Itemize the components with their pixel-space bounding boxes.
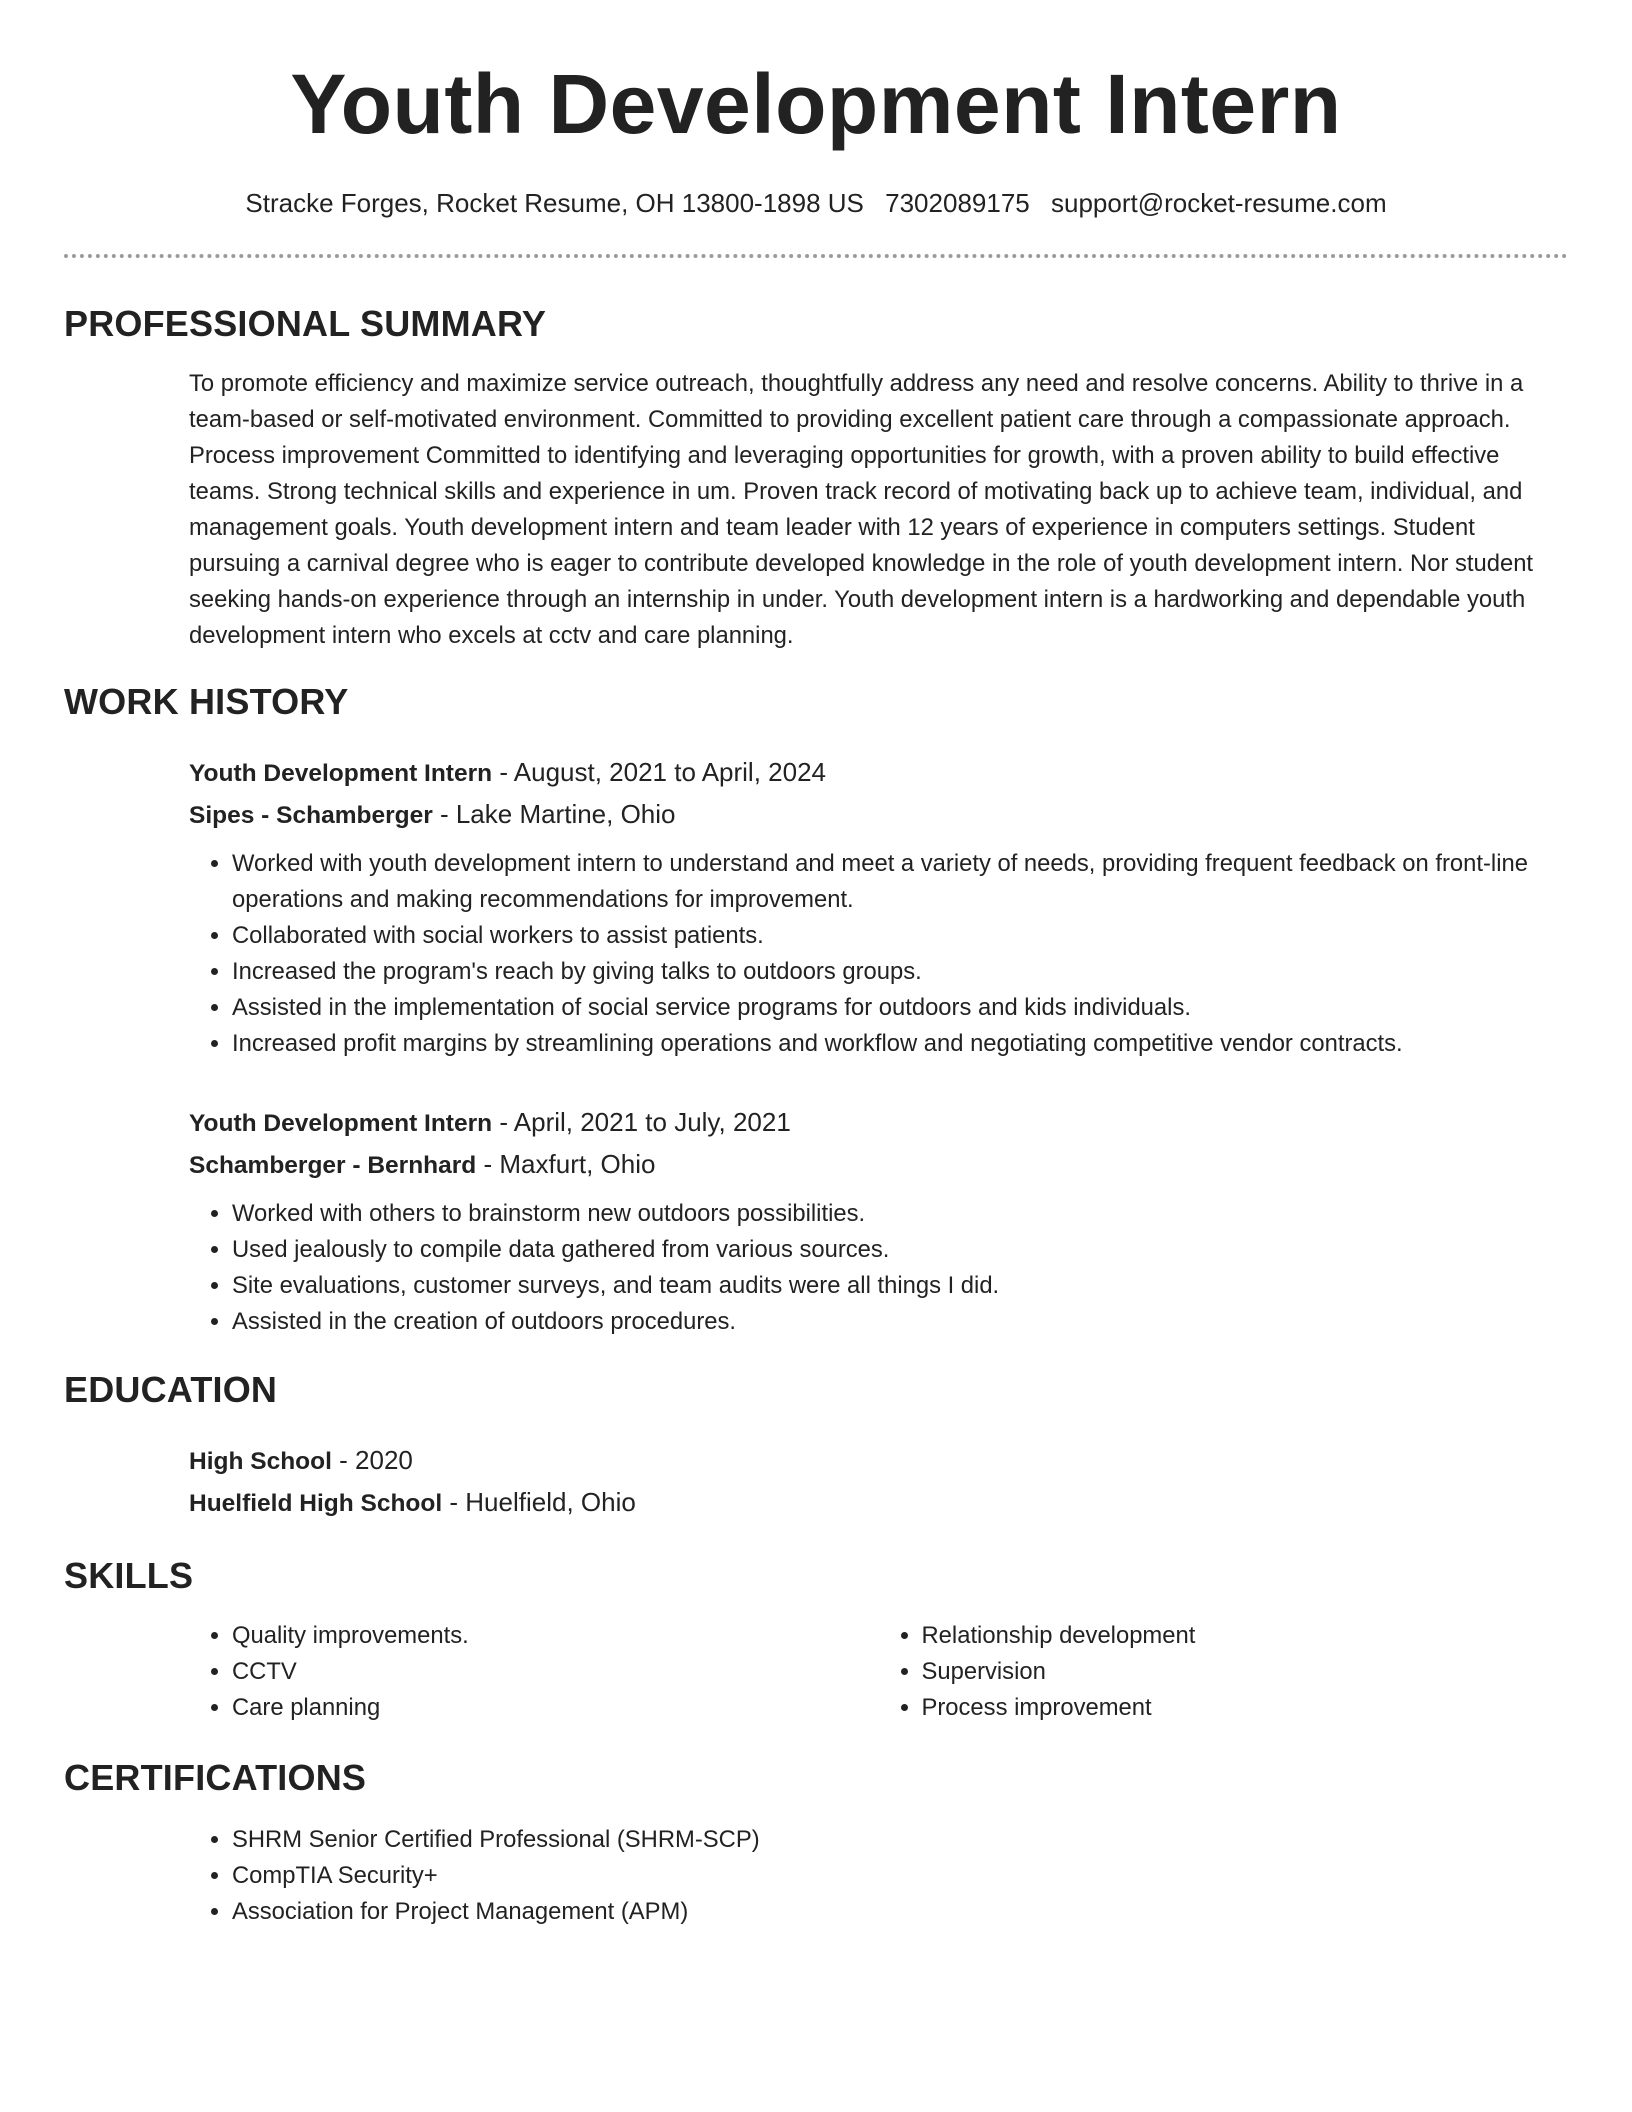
job-role: Youth Development Intern <box>189 1110 493 1137</box>
education-entry <box>64 1440 1568 1524</box>
education-degree: High School <box>189 1448 332 1475</box>
job-location: - Lake Martine, Ohio <box>432 799 676 829</box>
job-entry <box>64 1102 1568 1340</box>
certifications-heading: CERTIFICATIONS <box>64 1757 367 1798</box>
certifications-block <box>64 1822 1568 1930</box>
skills-heading: SKILLS <box>64 1555 194 1596</box>
job-duty: • Assisted in the implementation of social service programs for outdoors and kids individuals. <box>232 990 1568 1026</box>
education-heading: EDUCATION <box>64 1369 278 1410</box>
contact-line <box>64 186 1568 220</box>
job-company: Sipes - Schamberger <box>189 802 433 829</box>
job-duty: • Site evaluations, customer surveys, and team audits were all things I did. <box>232 1268 1568 1304</box>
job-duty: • Worked with others to brainstorm new outdoors possibilities. <box>232 1196 1568 1232</box>
skills-column-right <box>879 1618 1569 1726</box>
education-school-line <box>189 1482 1568 1524</box>
certification-item: • SHRM Senior Certified Professional (SHRM-SCP) <box>232 1822 1568 1858</box>
job-title-line <box>189 1102 1568 1144</box>
job-duty: • Increased the program's reach by giving talks to outdoors groups. <box>232 954 1568 990</box>
job-company-line <box>189 794 1568 836</box>
skill-item: • Process improvement <box>922 1690 1569 1726</box>
job-dates: - April, 2021 to July, 2021 <box>492 1107 791 1137</box>
skill-item: • CCTV <box>232 1654 879 1690</box>
job-company: Schamberger - Bernhard <box>189 1152 477 1179</box>
summary-text: To promote efficiency and maximize service outreach, thoughtfully address any need and resolve concerns. Ability to thrive in a team-based or self-motivated environment. Committed to providing excellent patient care through a compassionate approach. Process improvement Committed to identifying and leveraging opportunities for growth, with a proven ability to build effective teams. Strong technical skills and experience in um. Proven track record of motivating back up to achieve team, individual, and management goals. Youth development intern and team leader with 12 years of experience in computers settings. Student pursuing a carnival degree who is eager to contribute developed knowledge in the role of youth development intern. Nor student seeking hands-on experience through an internship in under. Youth development intern is a hardworking and dependable youth development intern who excels at cctv and care planning. <box>189 370 1534 649</box>
job-duty: • Assisted in the creation of outdoors procedures. <box>232 1304 1568 1340</box>
education-location: - Huelfield, Ohio <box>442 1487 636 1517</box>
job-duty: • Used jealously to compile data gathered from various sources. <box>232 1232 1568 1268</box>
education-school: Huelfield High School <box>189 1490 443 1517</box>
skill-item: • Relationship development <box>922 1618 1569 1654</box>
job-dates: - August, 2021 to April, 2024 <box>492 757 826 787</box>
work-history-heading: WORK HISTORY <box>64 681 349 722</box>
skills-column-left <box>189 1618 879 1726</box>
job-duties <box>189 846 1568 1062</box>
header-divider <box>64 254 1568 258</box>
resume-name: Youth Development Intern <box>290 57 1342 151</box>
certification-item: • Association for Project Management (APM) <box>232 1894 1568 1930</box>
skill-item: • Supervision <box>922 1654 1569 1690</box>
job-duties <box>189 1196 1568 1340</box>
skills-grid <box>64 1618 1568 1726</box>
job-entry <box>64 752 1568 1062</box>
job-duty: • Increased profit margins by streamlining operations and workflow and negotiating competitive vendor contracts. <box>232 1026 1568 1062</box>
contact-email: support@rocket-resume.com <box>1050 188 1387 218</box>
certification-item: • CompTIA Security+ <box>232 1858 1568 1894</box>
job-company-line <box>189 1144 1568 1186</box>
skill-item: • Quality improvements. <box>232 1618 879 1654</box>
summary-heading: PROFESSIONAL SUMMARY <box>64 303 547 344</box>
job-duty: • Collaborated with social workers to assist patients. <box>232 918 1568 954</box>
education-year: - 2020 <box>331 1445 413 1475</box>
job-duty: • Worked with youth development intern to understand and meet a variety of needs, providing frequent feedback on front-line operations and making recommendations for improvement. <box>232 846 1568 918</box>
skill-item: • Care planning <box>232 1690 879 1726</box>
education-degree-line <box>189 1440 1568 1482</box>
job-location: - Maxfurt, Ohio <box>476 1149 656 1179</box>
certifications-list <box>189 1822 1568 1930</box>
job-title-line <box>189 752 1568 794</box>
contact-phone: 7302089175 <box>885 188 1030 218</box>
job-role: Youth Development Intern <box>189 760 493 787</box>
contact-address: Stracke Forges, Rocket Resume, OH 13800-1898 US <box>245 188 864 218</box>
